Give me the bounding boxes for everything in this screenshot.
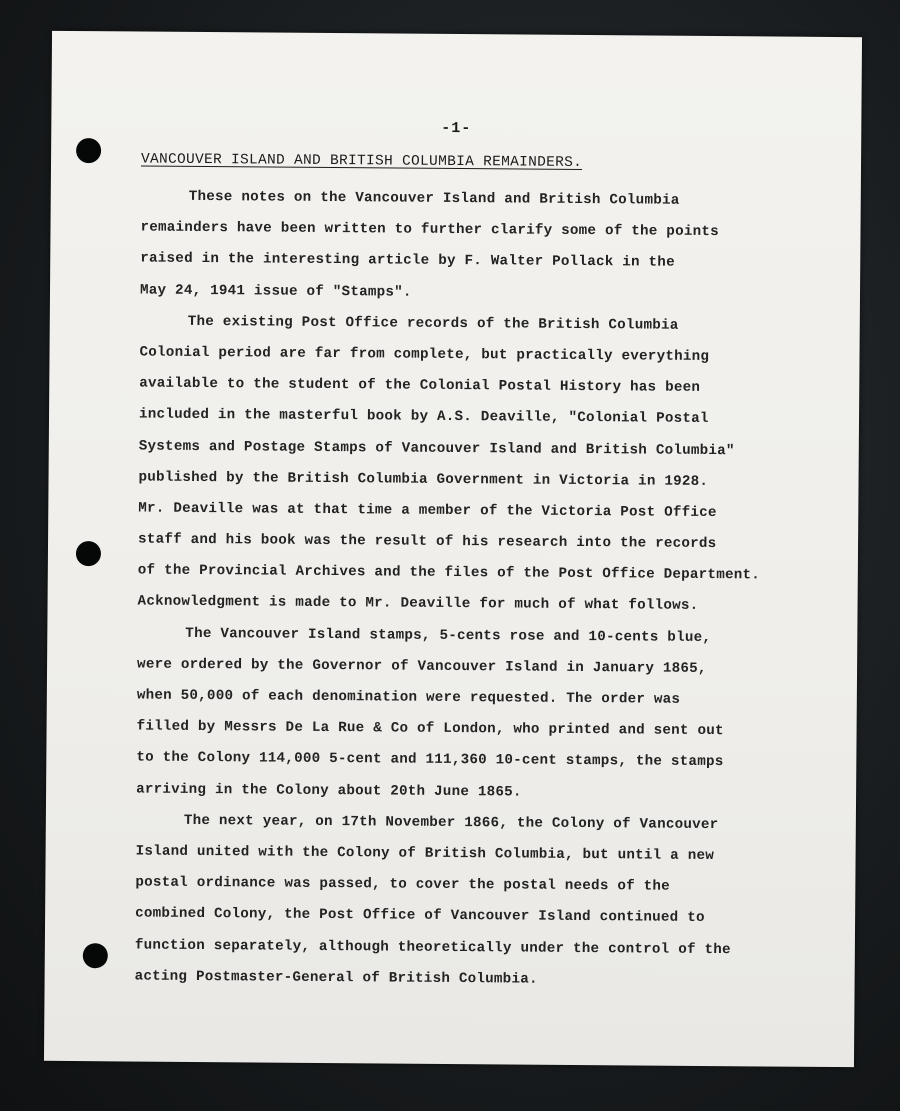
- text-line: function separately, although theoretically under the control of the: [134, 937, 731, 958]
- text-line: postal ordinance was passed, to cover the postal needs of the: [135, 874, 671, 895]
- text-line: published by the British Columbia Government in Victoria in 1928.: [138, 469, 709, 490]
- text-line: Acknowledgment is made to Mr. Deaville for much of what follows.: [137, 593, 699, 615]
- text-line: of the Provincial Archives and the files of the Post Office Department.: [137, 562, 761, 584]
- punch-hole-middle: [76, 541, 101, 566]
- typed-page: [44, 31, 862, 1067]
- punch-hole-bottom: [83, 943, 108, 968]
- text-line: were ordered by the Governor of Vancouver Island in January 1865,: [137, 656, 707, 677]
- text-line: Mr. Deaville was at that time a member of the Victoria Post Office: [138, 500, 717, 521]
- text-line: May 24, 1941 issue of "Stamps".: [139, 282, 412, 301]
- paragraph-4: [135, 805, 836, 998]
- text-line: Island united with the Colony of British Columbia, but until a new: [135, 843, 715, 864]
- document-title: VANCOUVER ISLAND AND BRITISH COLUMBIA REMAINDERS.: [140, 151, 583, 172]
- text-line: available to the student of the Colonial Postal History has been: [139, 375, 701, 397]
- text-line: staff and his book was the result of his research into the records: [138, 531, 717, 553]
- text-line: The Vancouver Island stamps, 5-cents rose and 10-cents blue,: [185, 625, 712, 646]
- text-line: filled by Messrs De La Rue & Co of London, who printed and sent out: [136, 718, 724, 740]
- text-line: The existing Post Office records of the British Columbia: [187, 313, 679, 334]
- paragraph-2: [137, 306, 839, 623]
- text-line: to the Colony 114,000 5-cent and 111,360 10-cent stamps, the stamps: [136, 749, 724, 771]
- text-line: The next year, on 17th November 1866, the Colony of Vancouver: [183, 812, 719, 833]
- paragraph-1: [140, 182, 841, 312]
- page-number: -1-: [441, 119, 472, 138]
- punch-hole-top: [76, 138, 101, 163]
- text-line: when 50,000 of each denomination were requested. The order was: [136, 687, 681, 708]
- text-line: These notes on the Vancouver Island and British Columbia: [188, 188, 680, 209]
- text-line: raised in the interesting article by F. Walter Pollack in the: [140, 250, 675, 272]
- text-line: Systems and Postage Stamps of Vancouver Island and British Columbia": [138, 438, 735, 459]
- text-line: combined Colony, the Post Office of Vancouver Island continued to: [135, 905, 705, 927]
- text-line: remainders have been written to further clarify some of the points: [140, 219, 719, 241]
- text-line: Colonial period are far from complete, but practically everything: [139, 344, 710, 365]
- text-line: acting Postmaster-General of British Columbia.: [134, 968, 538, 988]
- body-text: [135, 182, 841, 998]
- paragraph-3: [136, 618, 837, 811]
- text-line: included in the masterful book by A.S. Deaville, "Colonial Postal: [138, 406, 709, 428]
- text-line: arriving in the Colony about 20th June 1865.: [136, 781, 522, 801]
